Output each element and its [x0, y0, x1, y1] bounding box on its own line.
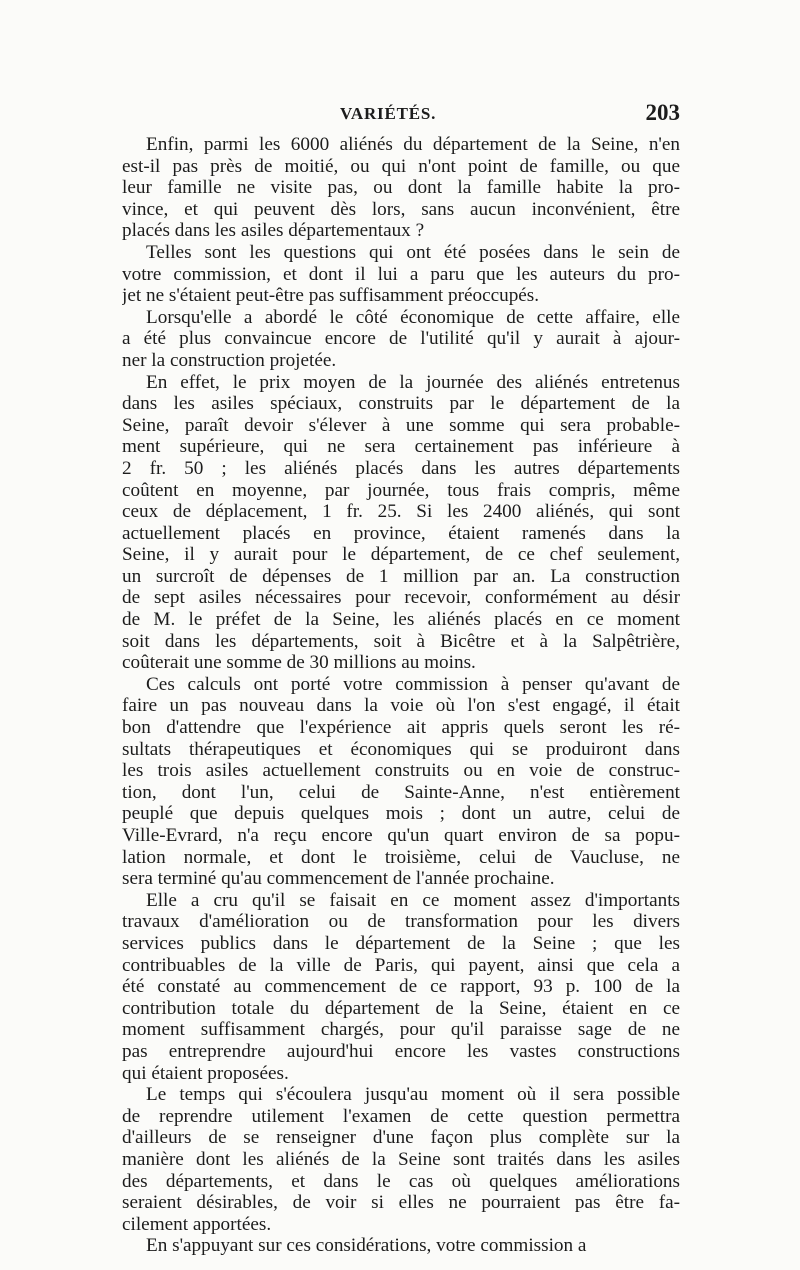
- text-line: soit dans les départements, soit à Bicêtre et à la Salpêtrière,: [122, 630, 680, 652]
- text-line: tion, dont l'un, celui de Sainte-Anne, n'est entièrement: [122, 781, 680, 803]
- text-line: a été plus convaincue encore de l'utilité qu'il y aurait à ajour-: [122, 328, 680, 350]
- text-line: Elle a cru qu'il se faisait en ce moment assez d'importants: [146, 889, 680, 911]
- text-line: bon d'attendre que l'expérience ait appris quels seront les ré-: [122, 717, 680, 739]
- text-line: les trois asiles actuellement construits ou en voie de construc-: [122, 760, 680, 782]
- text-line: ceux de déplacement, 1 fr. 25. Si les 2400 aliénés, qui sont: [122, 501, 680, 523]
- text-line: Seine, paraît devoir s'élever à une somme qui sera probable-: [122, 414, 680, 436]
- text-line: leur famille ne visite pas, ou dont la famille habite la pro-: [122, 177, 680, 199]
- text-line: d'ailleurs de se renseigner d'une façon plus complète sur la: [122, 1127, 680, 1149]
- text-line: Lorsqu'elle a abordé le côté économique de cette affaire, elle: [146, 306, 680, 328]
- text-line: dans les asiles spéciaux, construits par le département de la: [122, 393, 680, 415]
- body-text: [122, 134, 680, 1257]
- text-line: vince, et qui peuvent dès lors, sans aucun inconvénient, être: [122, 198, 680, 220]
- text-line: de M. le préfet de la Seine, les aliénés placés en ce moment: [122, 609, 680, 631]
- text-line: ment supérieure, qui ne sera certainement pas inférieure à: [122, 436, 680, 458]
- text-line: Enfin, parmi les 6000 aliénés du département de la Seine, n'en: [146, 134, 680, 155]
- text-line: peuplé que depuis quelques mois ; dont un autre, celui de: [122, 803, 680, 825]
- text-line: été constaté au commencement de ce rapport, 93 p. 100 de la: [122, 976, 680, 998]
- text-line: actuellement placés en province, étaient ramenés dans la: [122, 522, 680, 544]
- text-line: coûterait une somme de 30 millions au moins.: [122, 652, 476, 674]
- text-line: pas entreprendre aujourd'hui encore les vastes constructions: [122, 1040, 680, 1062]
- page-number: 203: [645, 100, 680, 125]
- text-line: En effet, le prix moyen de la journée des aliénés entretenus: [146, 371, 680, 393]
- text-line: moment suffisamment chargés, pour qu'il paraisse sage de ne: [122, 1019, 680, 1041]
- paragraph: [122, 674, 680, 890]
- text-line: contribuables de la ville de Paris, qui payent, ainsi que cela a: [122, 954, 680, 976]
- text-line: coûtent en moyenne, par journée, tous frais compris, même: [122, 479, 680, 501]
- text-line: cilement apportées.: [122, 1213, 272, 1235]
- text-line: lation normale, et dont le troisième, celui de Vaucluse, ne: [122, 846, 680, 868]
- paragraph: [122, 307, 680, 372]
- text-line: sultats thérapeutiques et économiques qui se produiront dans: [122, 738, 680, 760]
- paragraph: [122, 134, 680, 242]
- text-line: services publics dans le département de la Seine ; que les: [122, 932, 680, 954]
- running-header: [122, 100, 680, 130]
- text-line: des départements, et dans le cas où quelques améliorations: [122, 1170, 680, 1192]
- text-line: Ces calculs ont porté votre commission à penser qu'avant de: [146, 673, 680, 695]
- text-line: est-il pas près de moitié, ou qui n'ont point de famille, ou que: [122, 155, 680, 177]
- paragraph: [122, 1235, 680, 1257]
- paragraph: [122, 372, 680, 674]
- text-line: un surcroît de dépenses de 1 million par an. La construction: [122, 565, 680, 587]
- text-line: ner la construction projetée.: [122, 349, 337, 371]
- text-line: 2 fr. 50 ; les aliénés placés dans les autres départements: [122, 457, 680, 479]
- paragraph: [122, 890, 680, 1084]
- paragraph: [122, 242, 680, 307]
- text-line: de reprendre utilement l'examen de cette question permettra: [122, 1105, 680, 1127]
- text-line: En s'appuyant sur ces considérations, votre commission a: [146, 1235, 587, 1257]
- text-line: votre commission, et dont il lui a paru que les auteurs du pro-: [122, 263, 680, 285]
- text-line: Seine, il y aurait pour le département, de ce chef seulement,: [122, 544, 680, 566]
- paragraph: [122, 1084, 680, 1235]
- text-line: qui étaient proposées.: [122, 1062, 289, 1084]
- text-line: de sept asiles nécessaires pour recevoir, conformément au désir: [122, 587, 680, 609]
- text-line: sera terminé qu'au commencement de l'année prochaine.: [122, 868, 555, 890]
- text-line: Le temps qui s'écoulera jusqu'au moment où il sera possible: [146, 1084, 680, 1106]
- text-line: manière dont les aliénés de la Seine sont traités dans les asiles: [122, 1148, 680, 1170]
- running-title: VARIÉTÉS.: [340, 104, 437, 123]
- text-line: travaux d'amélioration ou de transformation pour les divers: [122, 911, 680, 933]
- text-line: placés dans les asiles départementaux ?: [122, 220, 425, 242]
- text-line: seraient désirables, de voir si elles ne pourraient pas être fa-: [122, 1192, 680, 1214]
- text-line: jet ne s'étaient peut-être pas suffisamment préoccupés.: [122, 285, 540, 307]
- text-line: faire un pas nouveau dans la voie où l'on s'est engagé, il était: [122, 695, 680, 717]
- text-line: contribution totale du département de la Seine, étaient en ce: [122, 997, 680, 1019]
- text-line: Telles sont les questions qui ont été posées dans le sein de: [146, 241, 680, 263]
- text-line: Ville-Evrard, n'a reçu encore qu'un quart environ de sa popu-: [122, 825, 680, 846]
